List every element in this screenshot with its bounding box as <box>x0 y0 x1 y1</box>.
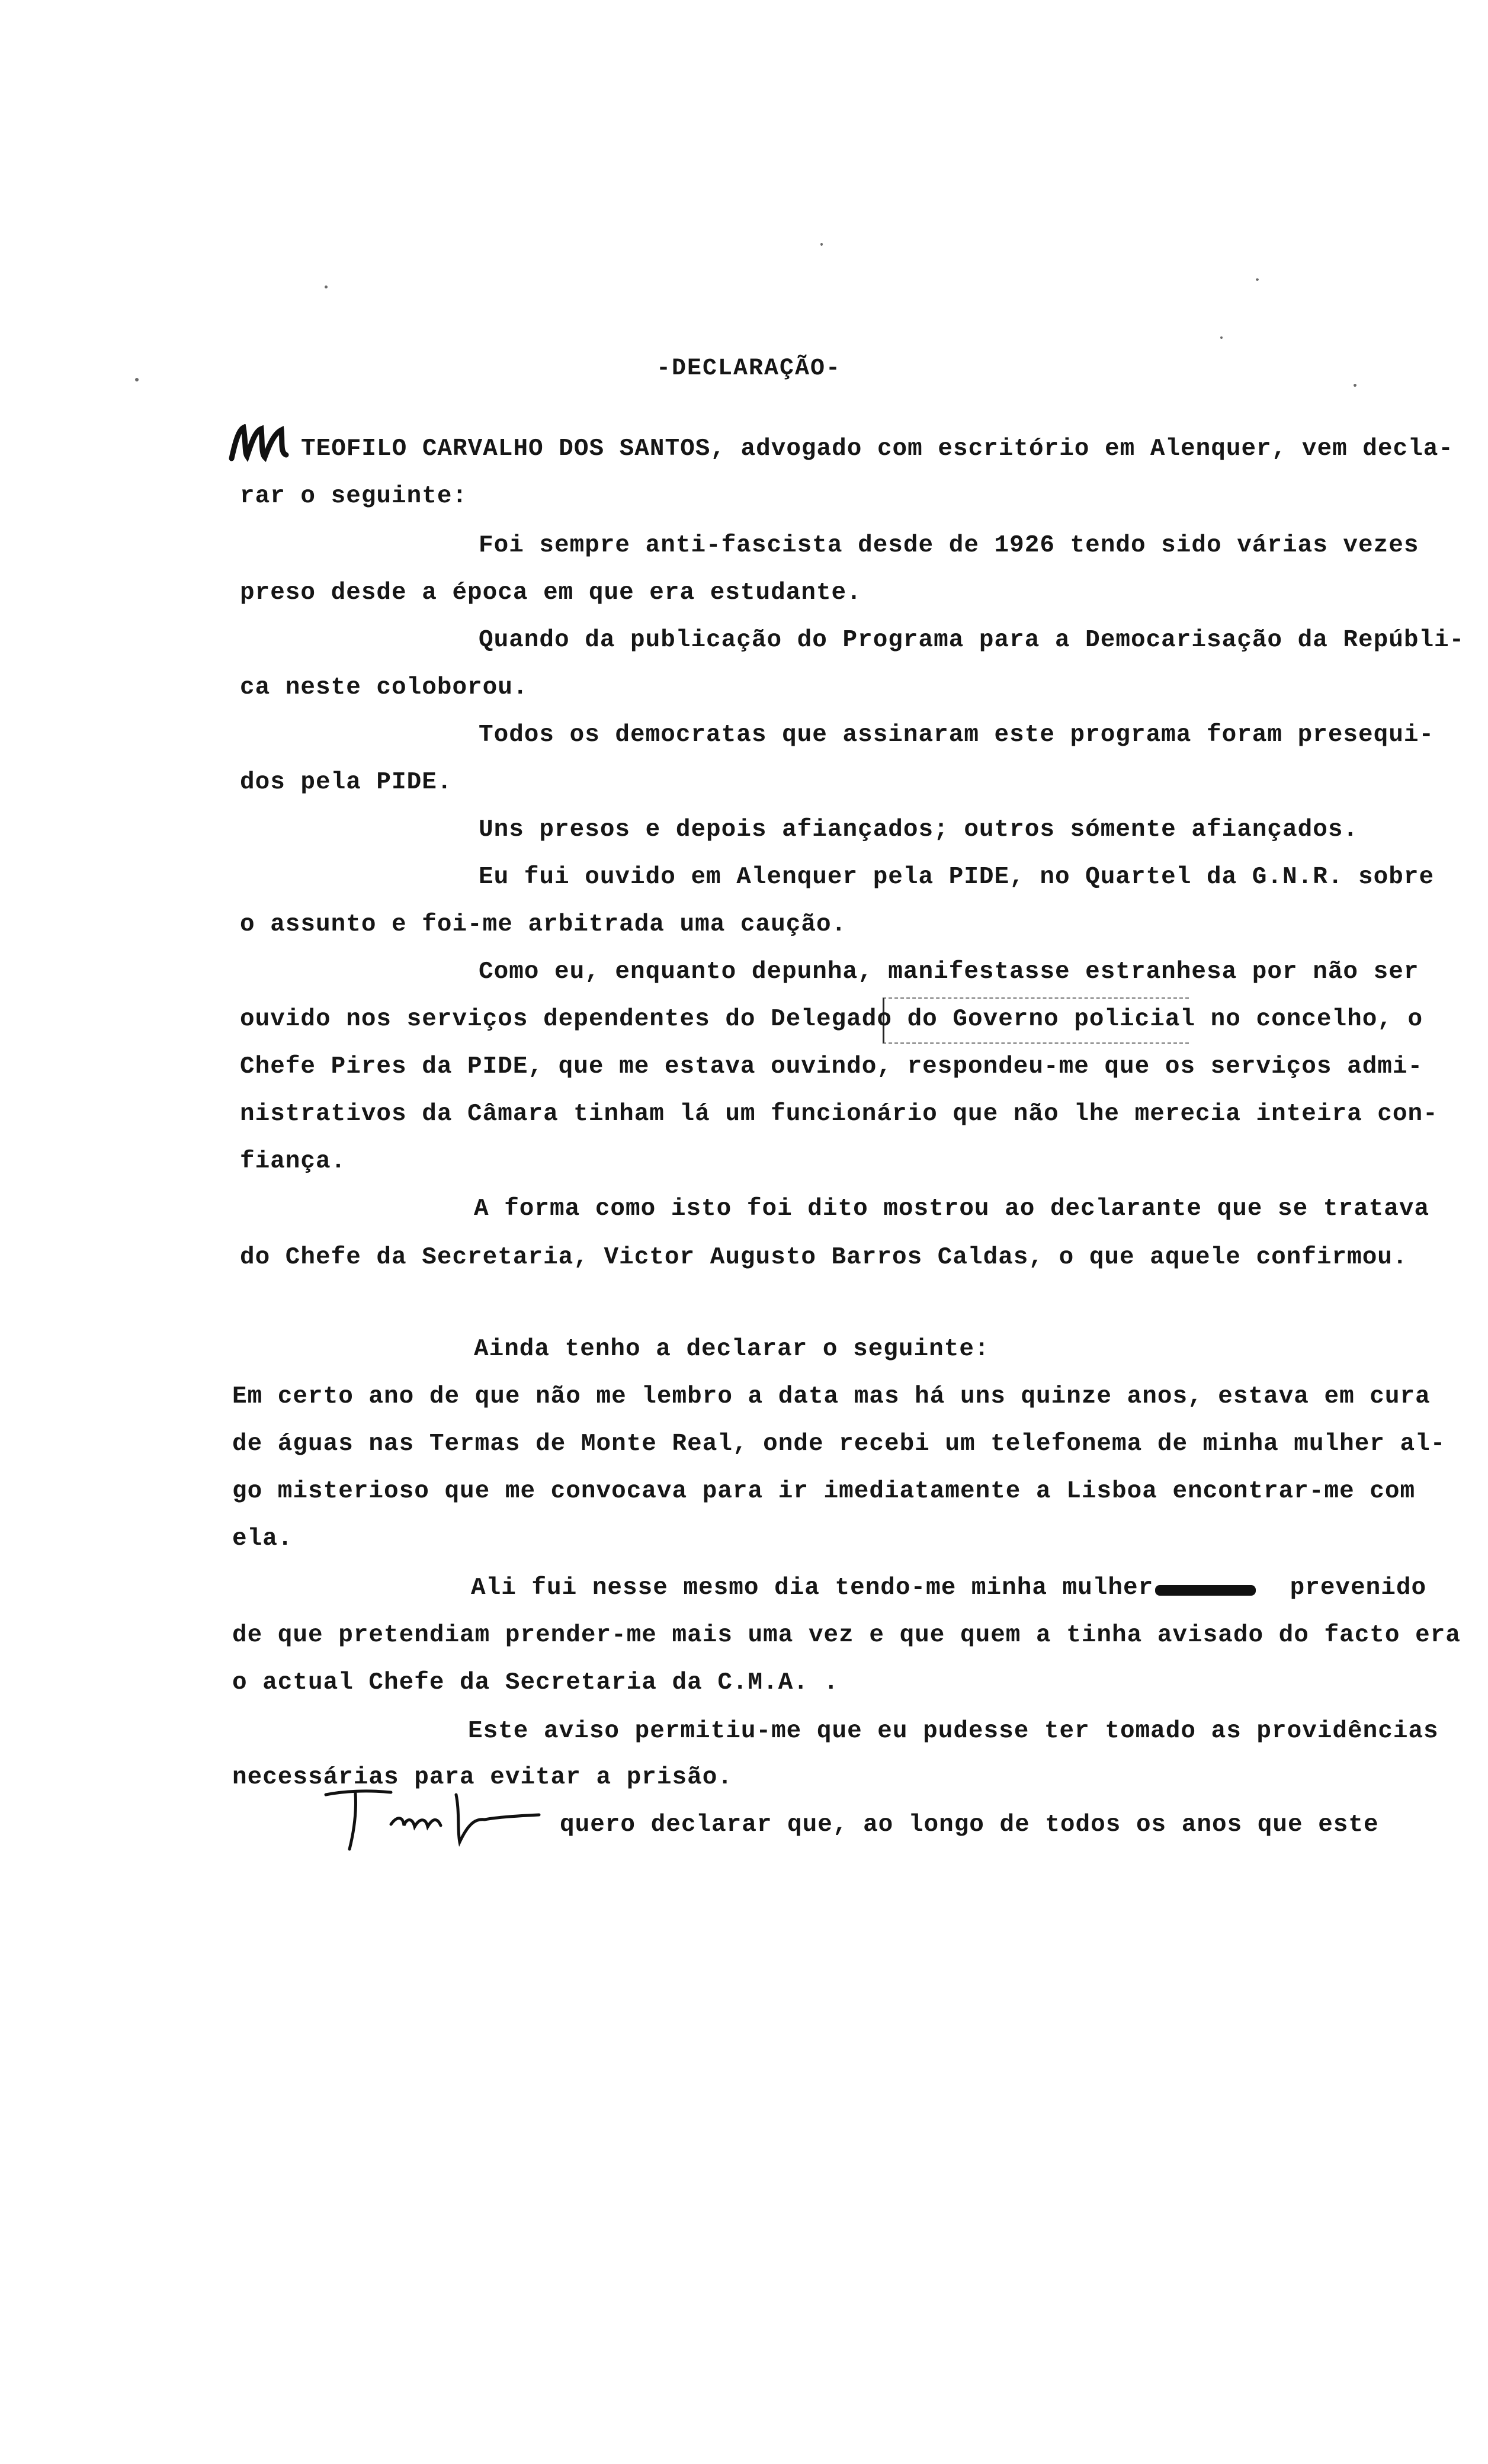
text-line: Uns presos e depois afiançados; outros sómente afiançados. <box>479 816 1359 843</box>
scan-speck <box>1220 336 1223 339</box>
text-line: TEOFILO CARVALHO DOS SANTOS, advogado com escritório em Alenquer, vem decla- <box>301 435 1454 463</box>
text-line: rar o seguinte: <box>240 483 468 510</box>
page-title: -DECLARAÇÃO- <box>656 355 842 382</box>
text-line: Foi sempre anti-fascista desde de 1926 tendo sido várias vezes <box>479 532 1419 559</box>
scan-speck <box>325 285 328 288</box>
scan-speck <box>820 243 823 246</box>
text-line: quero declarar que, ao longo de todos os anos que este <box>560 1811 1379 1839</box>
text-line: do Chefe da Secretaria, Victor Augusto Barros Caldas, o que aquele confirmou. <box>240 1244 1408 1271</box>
text-line: preso desde a época em que era estudante. <box>240 579 862 607</box>
text-line: ela. <box>232 1525 293 1552</box>
text-line: o actual Chefe da Secretaria da C.M.A. . <box>232 1669 839 1696</box>
scan-speck <box>1256 278 1259 281</box>
text-line: Como eu, enquanto depunha, manifestasse estranhesa por não ser <box>479 958 1419 986</box>
text-line: de águas nas Termas de Monte Real, onde recebi um telefonema de minha mulher al- <box>232 1430 1446 1458</box>
text-line: Chefe Pires da PIDE, que me estava ouvindo, respondeu-me que os serviços admi- <box>240 1053 1423 1080</box>
text-line: ca neste coloborou. <box>240 674 528 701</box>
text-line: Eu fui ouvido em Alenquer pela PIDE, no Quartel da G.N.R. sobre <box>479 864 1435 891</box>
text-line: de que pretendiam prender-me mais uma vez e que quem a tinha avisado do facto era <box>232 1622 1461 1649</box>
handwritten-signature-icon <box>320 1783 551 1854</box>
text-line: fiança. <box>240 1148 347 1175</box>
text-line: Todos os democratas que assinaram este programa foram presequi- <box>479 721 1435 749</box>
text-line: nistrativos da Câmara tinham lá um funcionário que não lhe merecia inteira con- <box>240 1101 1438 1128</box>
text-line: A forma como isto foi dito mostrou ao declarante que se tratava <box>474 1195 1430 1223</box>
text-line: go misterioso que me convocava para ir imediatamente a Lisboa encontrar-me com <box>232 1478 1416 1505</box>
text-line: Este aviso permitiu-me que eu pudesse ter tomado as providências <box>468 1718 1439 1745</box>
text-line: necessárias para evitar a prisão. <box>232 1764 733 1791</box>
text-line: Em certo ano de que não me lembro a data mas há uns quinze anos, estava em cura <box>232 1383 1431 1410</box>
text-line: Ainda tenho a declarar o seguinte: <box>474 1336 990 1363</box>
text-line: ouvido nos serviços dependentes do Delegado do Governo policial no concelho, o <box>240 1006 1423 1033</box>
text-line: dos pela PIDE. <box>240 769 453 796</box>
text-line: o assunto e foi-me arbitrada uma caução. <box>240 911 847 938</box>
text-line: Quando da publicação do Programa para a Democarisação da Repúbli- <box>479 627 1465 654</box>
text-line: Ali fui nesse mesmo dia tendo-me minha mulher prevenido <box>471 1574 1427 1602</box>
handwritten-initials-icon <box>228 424 293 463</box>
scan-speck <box>1354 384 1356 387</box>
scan-speck <box>135 378 139 381</box>
